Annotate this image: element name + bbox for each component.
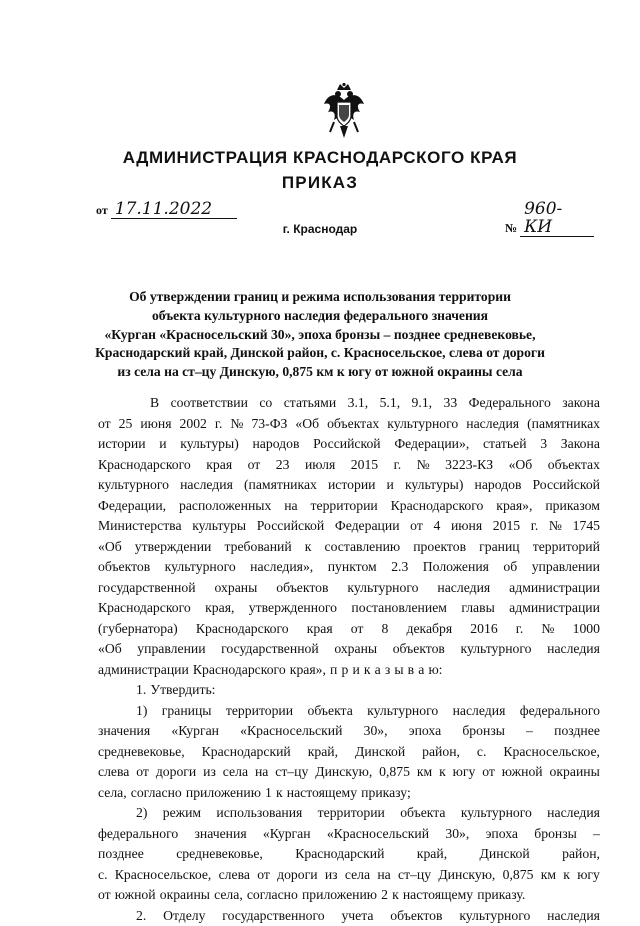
city: г. Краснодар — [0, 222, 640, 236]
title-line: из села на ст–цу Динскую, 0,875 км к югу от южной окраины села — [80, 363, 560, 382]
body-line: «Об утверждении требований к составлению проектов границ территорий — [98, 537, 600, 558]
body-line: 2. Отделу государственного учета объектов культурного наследия — [98, 906, 600, 926]
document-body — [98, 393, 600, 926]
body-line: Министерства культуры Российской Федерации от 4 июня 2015 г. № 1745 — [98, 516, 600, 537]
title-line: Об утверждении границ и режима использования территории — [80, 288, 560, 307]
number-value: 960-КИ — [520, 200, 594, 237]
body-line: (губернатора) Краснодарского края от 8 декабря 2016 г. № 1000 — [98, 619, 600, 640]
number-prefix: № — [505, 221, 517, 235]
body-line: культурного наследия (памятниках истории и культуры) народов Российской — [98, 475, 600, 496]
coat-of-arms-icon — [322, 82, 366, 140]
body-line: Краснодарского края, утвержденного постановлением главы администрации — [98, 598, 600, 619]
body-line: 2) режим использования территории объекта культурного наследия — [98, 803, 600, 824]
body-line: истории и культуры) народов Российской Федерации», статьей 3 Закона — [98, 434, 600, 455]
title-line: «Курган «Красносельский 30», эпоха бронзы – позднее средневековье, — [80, 326, 560, 345]
organization-name: АДМИНИСТРАЦИЯ КРАСНОДАРСКОГО КРАЯ — [0, 148, 640, 168]
body-line: от южной окраины села, согласно приложению 2 к настоящему приказу. — [98, 885, 600, 906]
body-line: значения «Курган «Красносельский 30», эпоха бронзы – позднее — [98, 721, 600, 742]
body-line: В соответствии со статьями 3.1, 5.1, 9.1, 33 Федерального закона — [98, 393, 600, 414]
body-line: «Об управлении государственной охраны объектов культурного наследия — [98, 639, 600, 660]
body-line: с. Красносельское, слева от дороги из села на ст–цу Динскую, 0,875 км к югу — [98, 865, 600, 886]
body-line: федерального значения «Курган «Красносельский 30», эпоха бронзы – — [98, 824, 600, 845]
date-value: 17.11.2022 — [111, 200, 237, 219]
title-line: Краснодарский край, Динской район, с. Красносельское, слева от дороги — [80, 344, 560, 363]
body-line: объектов культурного наследия», пунктом 2.3 Положения об управлении — [98, 557, 600, 578]
body-line: государственной охраны объектов культурного наследия администрации — [98, 578, 600, 599]
body-line: средневековье, Краснодарский край, Динской район, с. Красносельское, — [98, 742, 600, 763]
date-field — [96, 200, 237, 219]
body-line: позднее средневековье, Краснодарский край, Динской район, — [98, 844, 600, 865]
document-type: ПРИКАЗ — [0, 173, 640, 193]
title-line: объекта культурного наследия федерального значения — [80, 307, 560, 326]
date-prefix: от — [96, 203, 108, 217]
body-line: от 25 июня 2002 г. № 73-ФЗ «Об объектах культурного наследия (памятниках — [98, 414, 600, 435]
body-line: 1. Утвердить: — [98, 680, 600, 701]
body-line: Федерации, расположенных на территории Краснодарского края», приказом — [98, 496, 600, 517]
body-line: администрации Краснодарского края», п р и к а з ы в а ю: — [98, 660, 600, 681]
body-line: 1) границы территории объекта культурного наследия федерального — [98, 701, 600, 722]
body-line: Краснодарского края от 23 июля 2015 г. № 3223-КЗ «Об объектах — [98, 455, 600, 476]
document-title — [80, 288, 560, 382]
body-line: слева от дороги из села на ст–цу Динскую, 0,875 км к югу от южной окраины — [98, 762, 600, 783]
body-line: села, согласно приложению 1 к настоящему приказу; — [98, 783, 600, 804]
